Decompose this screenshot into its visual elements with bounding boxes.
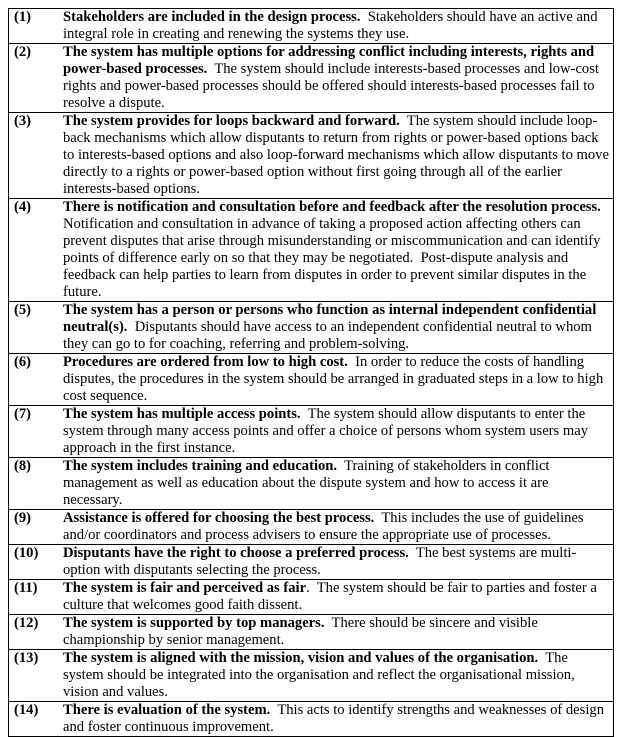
table-row [9,545,614,580]
row-body: Stakeholders should have an active and integral role in creating and renewing the systems they use. [63,9,602,42]
row-body: This includes the use of guidelines and/or coordinators and process advisers to ensure the appropriate use of processes. [63,510,588,543]
row-body: Disputants should have access to an independent confidential neutral to whom they can go to for coaching, referring and problem-solving. [63,319,596,352]
row-heading: The system is aligned with the mission, vision and values of the organisation. [63,650,539,666]
row-number: (5) [9,302,64,354]
row-heading: Disputants have the right to choose a preferred process. [63,545,409,561]
row-body: This acts to identify strengths and weaknesses of design and foster continuous improvement. [63,702,608,735]
row-heading: Assistance is offered for choosing the best process. [63,510,375,526]
row-heading: Stakeholders are included in the design process. [63,9,361,25]
row-body: There should be sincere and visible championship by senior management. [63,615,542,648]
table-row [9,510,614,545]
principles-table [8,8,614,737]
table-row [9,9,614,44]
row-content [63,702,614,737]
row-content [63,458,614,510]
table-row [9,702,614,737]
table-row [9,580,614,615]
row-number: (13) [9,650,64,702]
row-content [63,650,614,702]
row-number: (14) [9,702,64,737]
row-content [63,199,614,302]
row-content [63,302,614,354]
row-content [63,44,614,113]
table-row [9,44,614,113]
row-body: Notification and consultation in advance of taking a proposed action affecting others can prevent disputes that arise through misunderstanding or miscommunication and can identify points of difference early on so that they may be negotiated. Post-dispute analysis and feedback can help parties to learn from disputes in order to prevent similar disputes in the future. [63,199,609,300]
row-number: (12) [9,615,64,650]
row-number: (7) [9,406,64,458]
row-body: The system should be integrated into the organisation and reflect the organisational mission, vision and values. [63,650,579,700]
row-number: (2) [9,44,64,113]
row-content [63,545,614,580]
row-number: (8) [9,458,64,510]
row-content [63,9,614,44]
row-number: (6) [9,354,64,406]
row-heading: The system is supported by top managers. [63,615,325,631]
row-body: The system should include loop-back mechanisms which allow disputants to return from rights or power-based options back to interests-based options and also loop-forward mechanisms which allow disputants to move directly to a rights or power-based option without first going through all of the earlier interests-based options. [63,113,613,197]
row-body: The system should include interests-based processes and low-cost rights and power-based processes should be offered should interests-based processes fail to resolve a dispute. [63,61,603,111]
row-number: (11) [9,580,64,615]
row-content [63,510,614,545]
row-body: . The system should be fair to parties and foster a culture that welcomes good faith dissent. [63,580,601,613]
row-heading: There is notification and consultation before and feedback after the resolution process. [63,199,601,215]
row-number: (10) [9,545,64,580]
row-body: Training of stakeholders in conflict management as well as education about the dispute system and how to access it are necessary. [63,458,554,508]
row-heading: The system provides for loops backward and forward. [63,113,400,129]
row-body: The best systems are multi-option with disputants selecting the process. [63,545,577,578]
row-content [63,615,614,650]
table-row [9,458,614,510]
row-number: (3) [9,113,64,199]
table-row [9,113,614,199]
row-heading: There is evaluation of the system. [63,702,271,718]
table-row [9,302,614,354]
row-content [63,406,614,458]
table-row [9,406,614,458]
row-number: (4) [9,199,64,302]
row-heading: The system has multiple options for addressing conflict including interests, rights and power-based processes. [63,44,598,77]
row-heading: Procedures are ordered from low to high cost. [63,354,348,370]
row-content [63,113,614,199]
row-content [63,354,614,406]
row-number: (1) [9,9,64,44]
principles-table-body [9,9,614,737]
row-body: In order to reduce the costs of handling disputes, the procedures in the system should be arranged in graduated steps in a low to high cost sequence. [63,354,607,404]
row-body: The system should allow disputants to enter the system through many access points and offer a choice of persons whom system users may approach in the first instance. [63,406,592,456]
row-number: (9) [9,510,64,545]
table-row [9,199,614,302]
table-row [9,354,614,406]
table-row [9,650,614,702]
row-content [63,580,614,615]
row-heading: The system is fair and perceived as fair [63,580,307,596]
row-heading: The system has multiple access points. [63,406,301,422]
row-heading: The system has a person or persons who function as internal independent confidential neutral(s). [63,302,600,335]
table-row [9,615,614,650]
row-heading: The system includes training and education. [63,458,338,474]
